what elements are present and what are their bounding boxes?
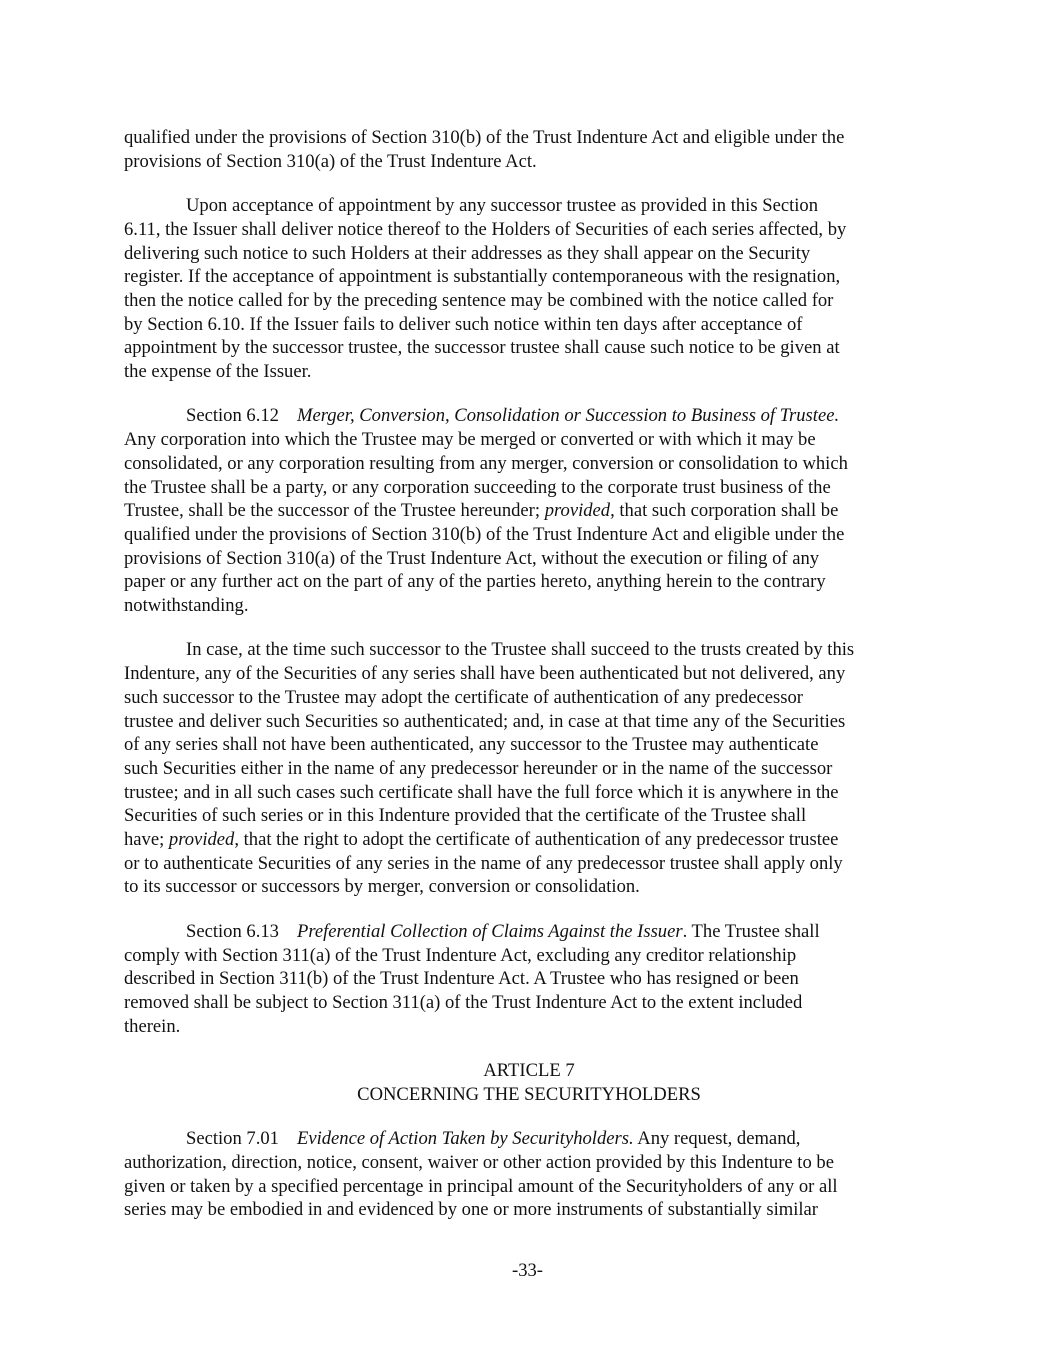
article-title: CONCERNING THE SECURITYHOLDERS xyxy=(357,1083,701,1105)
paragraph-text: In case, at the time such successor to the Trustee shall succeed to the trusts created by this Indenture, any of the Securities of any series shall have been authenticated but not delivered, any such successor to the Trustee may adopt the certificate of authentication of any predecessor trustee and deliver such Securities so authenticated; and, in case at that time any of the Securities of any series shall not have been authenticated, any successor to the Trustee may authenticate such Securities either in the name of any predecessor hereunder or in the name of the successor trustee; and in all such cases such certificate shall have the full force which it is anywhere in the Securities of such series or in this Indenture provided that the certificate of the Trustee shall have; xyxy=(124,639,855,851)
paragraph-text: , that the right to adopt the certificate of authentication of any predecessor trustee or to authenticate Securities of any series in the name of any predecessor trustee shall apply only to its successor or successors by merger, conversion or consolidation. xyxy=(124,829,843,898)
provided-term: provided xyxy=(168,829,235,851)
section-title: Merger, Conversion, Consolidation or Succession to Business of Trustee. xyxy=(296,405,840,427)
document-page xyxy=(124,126,934,1243)
section-6-13 xyxy=(124,920,934,1039)
article-heading xyxy=(124,1059,934,1106)
section-6-12 xyxy=(124,404,934,617)
article-number: ARTICLE 7 xyxy=(483,1060,575,1082)
paragraph-text: Upon acceptance of appointment by any successor trustee as provided in this Section 6.11, the Issuer shall deliver notice thereof to the Holders of Securities of each series affected, by delivering such notice to such Holders at their addresses as they shall appear on the Security register. If the acceptance of appointment is substantially contemporaneous with the resignation, then the notice called for by the preceding sentence may be combined with the notice called for by Section 6.10. If the Issuer fails to deliver such notice within ten days after acceptance of appointment by the successor trustee, the successor trustee shall cause such notice to be given at the expense of the Issuer. xyxy=(124,195,847,383)
paragraph-text: , that such corporation shall be qualified under the provisions of Section 310(b) of the Trust Indenture Act and eligible under the provisions of Section 310(a) of the Trust Indenture Act, without the execution or filing of any paper or any further act on the part of any of the parties hereto, anything herein to the contrary notwithstanding. xyxy=(124,500,845,617)
section-number: Section 6.12 xyxy=(186,405,279,427)
provided-term: provided xyxy=(544,500,611,522)
paragraph-acceptance-notice xyxy=(124,194,934,384)
page-number: -33- xyxy=(512,1260,543,1281)
section-number: Section 7.01 xyxy=(186,1128,279,1150)
section-title: Evidence of Action Taken by Securityholders. xyxy=(296,1128,634,1150)
section-7-01 xyxy=(124,1127,934,1222)
paragraph-text: Any request, demand, authorization, direction, notice, consent, waiver or other action provided by this Indenture to be given or taken by a specified percentage in principal amount of the Securityholders of any or all series may be embodied in and evidenced by one or more instruments of substantially similar xyxy=(124,1128,838,1221)
paragraph-successor-trustee xyxy=(124,638,934,899)
paragraph-text: qualified under the provisions of Section 310(b) of the Trust Indenture Act and eligible under the provisions of Section 310(a) of the Trust Indenture Act. xyxy=(124,127,845,172)
paragraph-text: Any corporation into which the Trustee may be merged or converted or with which it may be consolidated, or any corporation resulting from any merger, conversion or consolidation to which the Trustee shall be a party, or any corporation succeeding to the corporate trust business of the Trustee, shall be the successor of the Trustee hereunder; xyxy=(124,429,848,522)
section-number: Section 6.13 xyxy=(186,920,279,942)
paragraph-text: . The Trustee shall comply with Section 311(a) of the Trust Indenture Act, excluding any creditor relationship described in Section 311(b) of the Trust Indenture Act. A Trustee who has resigned or been removed shall be subject to Section 311(a) of the Trust Indenture Act to the extent included therein. xyxy=(124,920,820,1037)
paragraph-continuation xyxy=(124,126,934,173)
section-title: Preferential Collection of Claims Against the Issuer xyxy=(296,920,683,942)
